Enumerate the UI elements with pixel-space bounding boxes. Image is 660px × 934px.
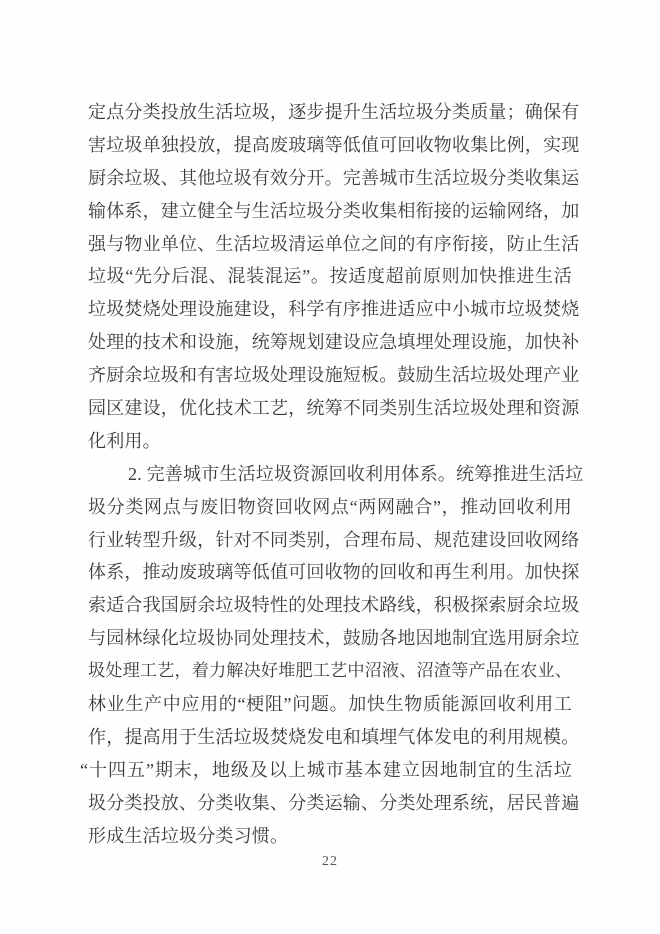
- document-line: 作，提高用于生活垃圾焚烧发电和填埋气体发电的利用规模。: [88, 726, 580, 747]
- document-line: 输体系，建立健全与生活垃圾分类收集相衔接的运输网络，加: [88, 200, 580, 221]
- document-line paragraph-end: 形成生活垃圾分类习惯。: [88, 825, 289, 846]
- document-line: 体系，推动废玻璃等低值可回收物的回收和再生利用。加快探: [88, 562, 580, 583]
- document-line: 索适合我国厨余垃圾特性的处理技术路线，积极探索厨余垃圾: [88, 595, 580, 616]
- document-line: 圾分类投放、分类收集、分类运输、分类处理系统，居民普遍: [88, 792, 580, 813]
- document-line: 园区建设，优化技术工艺，统筹不同类别生活垃圾处理和资源: [88, 398, 580, 419]
- document-line: 强与物业单位、生活垃圾清运单位之间的有序衔接，防止生活: [88, 233, 580, 254]
- document-line: 与园林绿化垃圾协同处理技术，鼓励各地因地制宜选用厨余垃: [88, 628, 580, 649]
- document-line: “十四五”期末，地级及以上城市基本建立因地制宜的生活垃: [80, 759, 572, 780]
- document-line: 垃圾“先分后混、混装混运”。按适度超前原则加快推进生活: [88, 266, 572, 287]
- document-body: [80, 96, 584, 852]
- document-line paragraph-start: 2. 完善城市生活垃圾资源回收利用体系。统筹推进生活垃: [128, 463, 584, 484]
- document-line: 害垃圾单独投放，提高废玻璃等低值可回收物收集比例，实现: [88, 134, 580, 155]
- document-line: 圾处理工艺，着力解决好堆肥工艺中沼液、沼渣等产品在农业、: [88, 661, 572, 681]
- document-line: 处理的技术和设施，统筹规划建设应急填埋处理设施，加快补: [88, 332, 580, 353]
- document-line: 垃圾焚烧处理设施建设，科学有序推进适应中小城市垃圾焚烧: [88, 299, 580, 320]
- document-line: 厨余垃圾、其他垃圾有效分开。完善城市生活垃圾分类收集运: [88, 167, 580, 188]
- page-number: 22: [322, 854, 338, 869]
- document-line: 行业转型升级，针对不同类别，合理布局、规范建设回收网络: [88, 529, 580, 550]
- document-line: 定点分类投放生活垃圾，逐步提升生活垃圾分类质量；确保有: [88, 102, 580, 122]
- document-line: 齐厨余垃圾和有害垃圾处理设施短板。鼓励生活垃圾处理产业: [88, 365, 580, 386]
- document-line paragraph-end: 化利用。: [88, 430, 161, 451]
- document-line: 林业生产中应用的“梗阻”问题。加快生物质能源回收利用工: [88, 694, 572, 715]
- document-line: 圾分类网点与废旧物资回收网点“两网融合”，推动回收利用: [88, 496, 572, 517]
